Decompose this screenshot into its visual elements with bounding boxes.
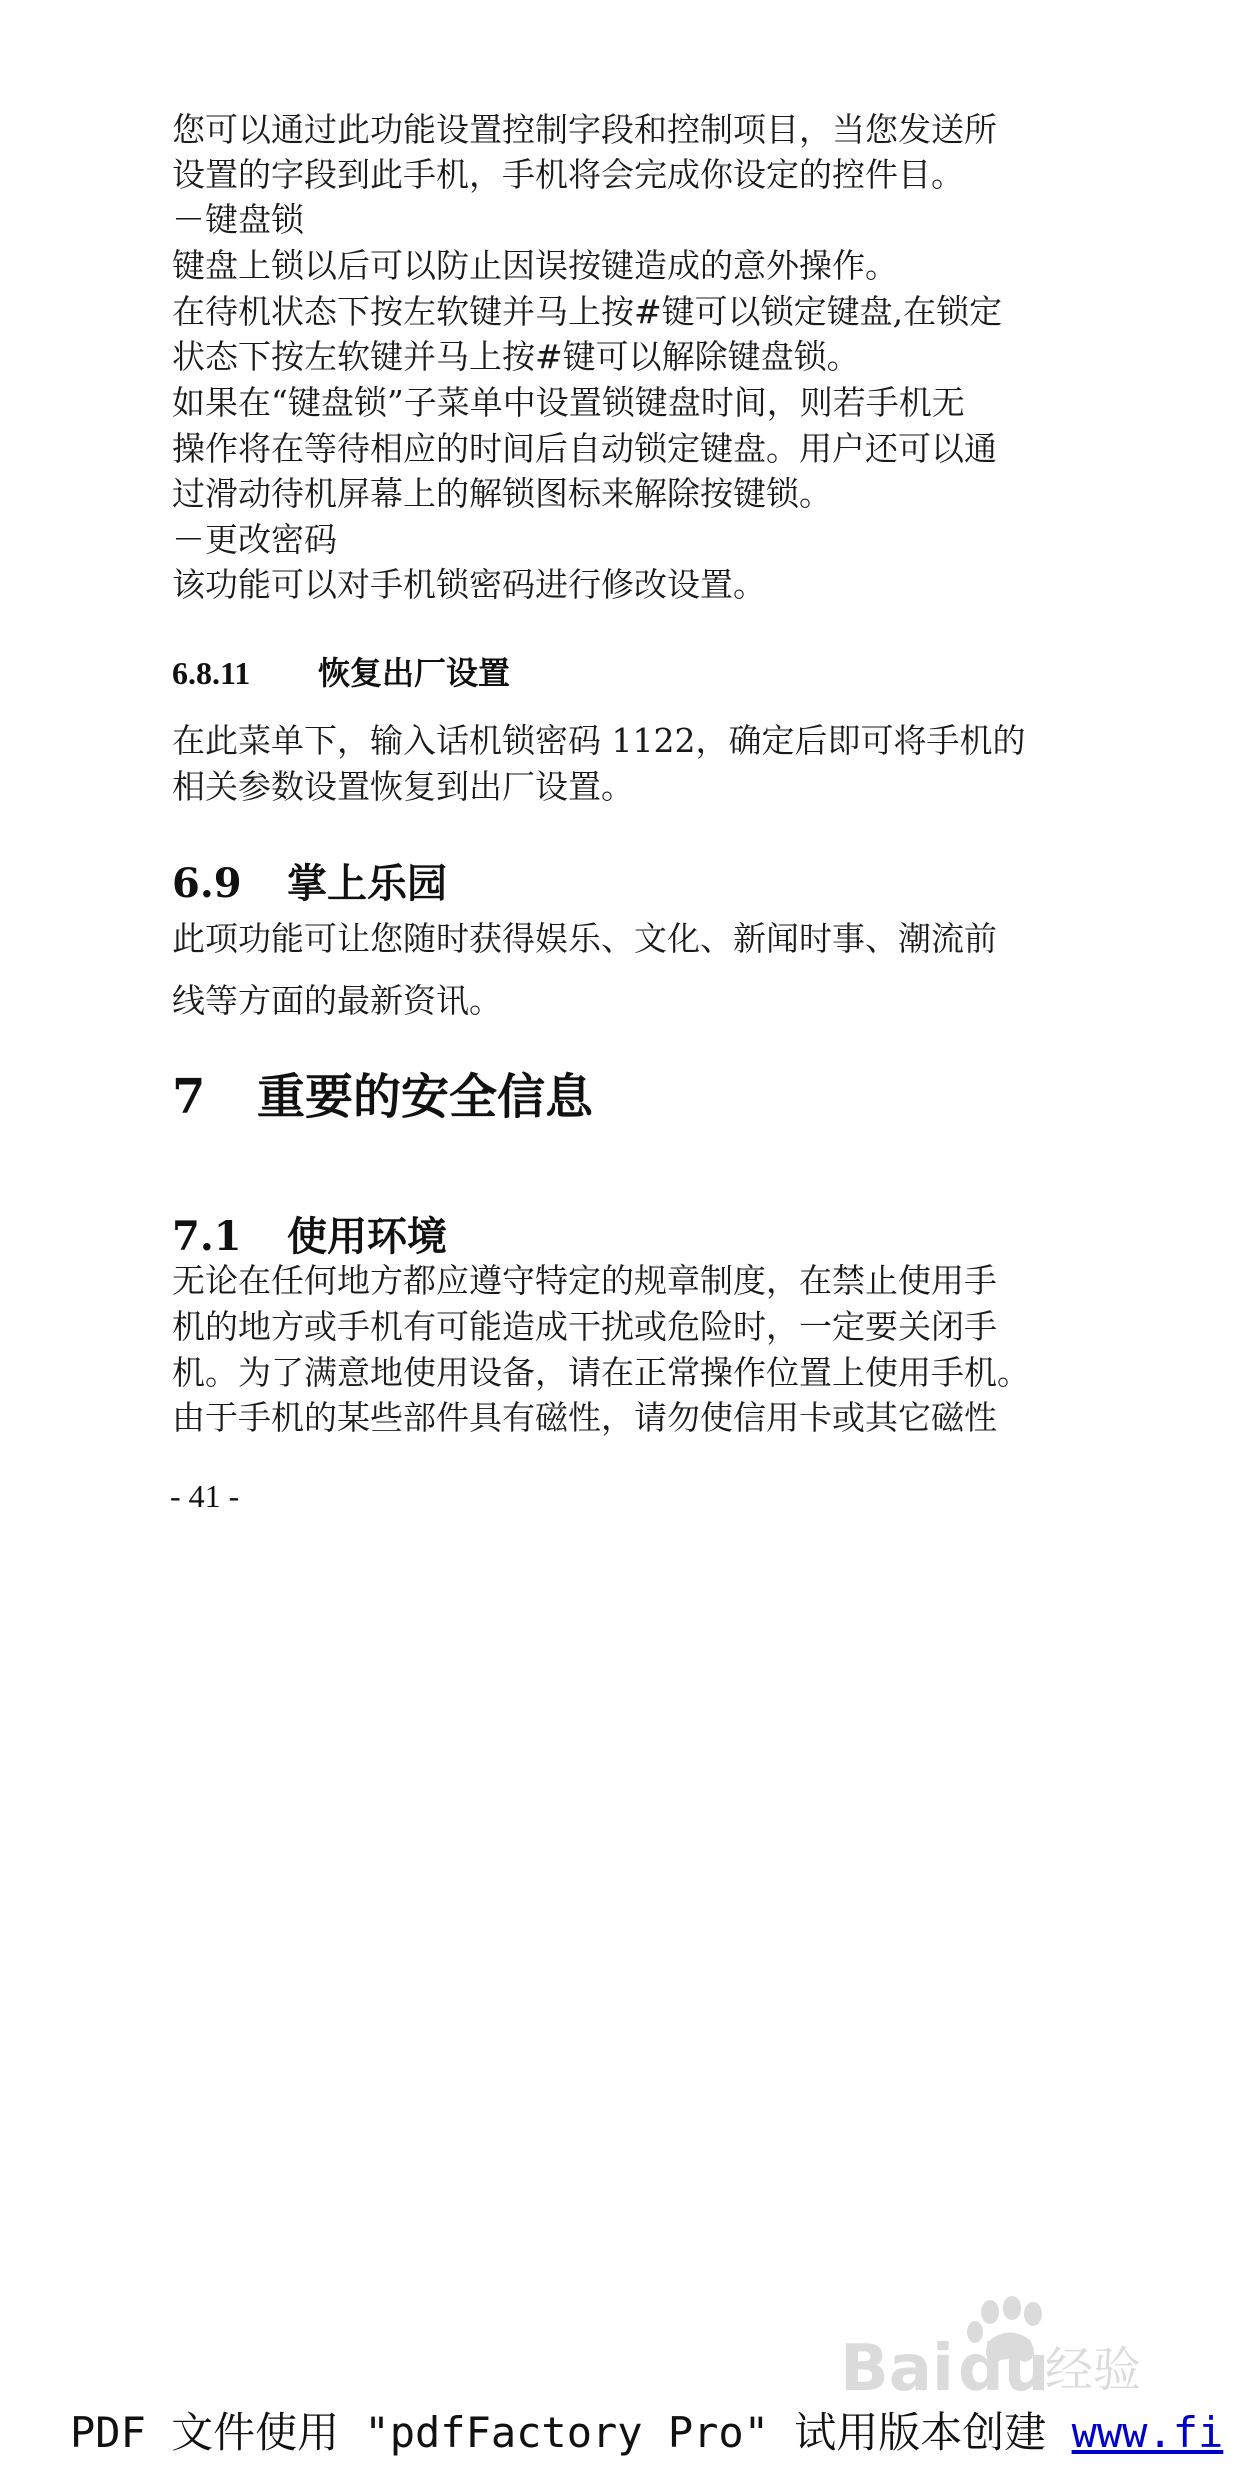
page-number: - 41 - bbox=[170, 1478, 240, 1514]
watermark-brand-suffix: du bbox=[958, 2332, 1050, 2400]
section-number: 6.8.11 bbox=[172, 655, 251, 691]
watermark-brand: Bai bbox=[840, 2332, 954, 2400]
body-line: 该功能可以对手机锁密码进行修改设置。 bbox=[172, 565, 766, 604]
section-heading-6-8-11 bbox=[172, 648, 510, 694]
pdf-footer bbox=[70, 2400, 1223, 2460]
footer-link[interactable]: www.fi bbox=[1071, 2408, 1224, 2457]
footer-text: PDF 文件使用 "pdfFactory Pro" 试用版本创建 bbox=[70, 2408, 1072, 2457]
body-line: －更改密码 bbox=[172, 520, 337, 559]
body-line: 在此菜单下，输入话机锁密码 1122，确定后即可将手机的 bbox=[172, 721, 1026, 760]
section-heading-6-9 bbox=[172, 852, 447, 909]
body-line: 您可以通过此功能设置控制字段和控制项目，当您发送所 bbox=[172, 110, 997, 149]
body-line: 线等方面的最新资讯。 bbox=[172, 981, 502, 1020]
section-title: 使用环境 bbox=[287, 1213, 447, 1260]
body-line: 设置的字段到此手机，手机将会完成你设定的控件目。 bbox=[172, 155, 964, 194]
body-line: 无论在任何地方都应遵守特定的规章制度，在禁止使用手 bbox=[172, 1261, 997, 1300]
section-number: 6.9 bbox=[172, 860, 242, 907]
body-line: －键盘锁 bbox=[172, 200, 304, 239]
body-line: 键盘上锁以后可以防止因误按键造成的意外操作。 bbox=[172, 246, 898, 285]
body-line: 状态下按左软键并马上按#键可以解除键盘锁。 bbox=[172, 337, 860, 376]
body-line: 机。为了满意地使用设备，请在正常操作位置上使用手机。 bbox=[172, 1353, 1030, 1392]
body-line: 机的地方或手机有可能造成干扰或危险时，一定要关闭手 bbox=[172, 1307, 997, 1346]
chapter-number: 7 bbox=[172, 1069, 206, 1125]
body-line: 在待机状态下按左软键并马上按#键可以锁定键盘,在锁定 bbox=[172, 292, 1003, 331]
body-line: 如果在“键盘锁”子菜单中设置锁键盘时间，则若手机无 bbox=[172, 383, 965, 422]
section-heading-7-1 bbox=[172, 1205, 447, 1262]
body-line: 过滑动待机屏幕上的解锁图标来解除按键锁。 bbox=[172, 474, 832, 513]
body-line: 由于手机的某些部件具有磁性，请勿使信用卡或其它磁性 bbox=[172, 1398, 997, 1437]
section-title: 掌上乐园 bbox=[287, 860, 447, 907]
body-line: 操作将在等待相应的时间后自动锁定键盘。用户还可以通 bbox=[172, 429, 997, 468]
section-title: 恢复出厂设置 bbox=[318, 655, 511, 691]
body-line: 此项功能可让您随时获得娱乐、文化、新闻时事、潮流前 bbox=[172, 919, 997, 958]
baidu-jingyan-watermark bbox=[840, 2290, 1170, 2400]
chapter-heading-7 bbox=[172, 1058, 593, 1127]
watermark-cn: 经验 bbox=[1045, 2342, 1142, 2398]
body-line: 相关参数设置恢复到出厂设置。 bbox=[172, 767, 634, 806]
section-number: 7.1 bbox=[172, 1213, 242, 1260]
chapter-title: 重要的安全信息 bbox=[257, 1069, 594, 1125]
